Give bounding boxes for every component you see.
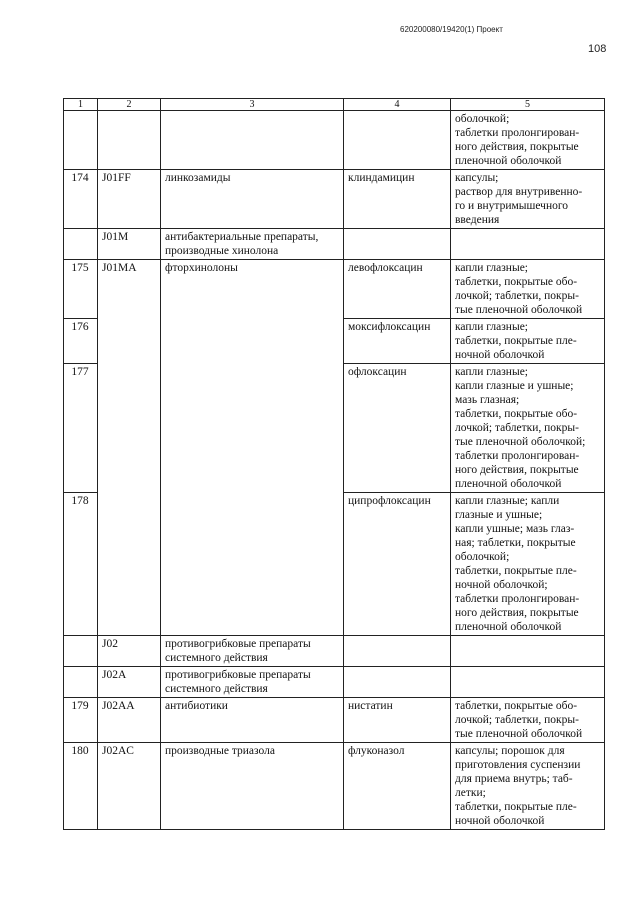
row-number-cell: 180 xyxy=(64,743,98,830)
row-number-cell: 177 xyxy=(64,364,98,493)
dosage-forms-cell xyxy=(451,364,605,493)
dosage-forms-cell xyxy=(451,698,605,743)
row-number-cell: 176 xyxy=(64,319,98,364)
row-number-cell xyxy=(64,229,98,260)
table-row xyxy=(64,667,605,698)
atc-code-cell: J01FF xyxy=(98,170,161,229)
atc-code-cell: J02A xyxy=(98,667,161,698)
group-name-cell: противогрибковые препараты системного действия xyxy=(161,667,344,698)
row-number-cell: 179 xyxy=(64,698,98,743)
dosage-form-line: таблетки, покрытые обо- xyxy=(455,276,578,288)
drug-name-cell xyxy=(344,636,451,667)
column-header: 4 xyxy=(344,99,451,111)
dosage-form-line: таблетки, покрытые пле- xyxy=(455,565,577,577)
dosage-form-line: раствор для внутривенно- xyxy=(455,186,583,198)
table-row xyxy=(64,260,605,319)
row-number-cell xyxy=(64,636,98,667)
table-row xyxy=(64,229,605,260)
dosage-forms-cell xyxy=(451,743,605,830)
dosage-forms-cell xyxy=(451,319,605,364)
dosage-form-line: тые пленочной оболочкой xyxy=(455,304,583,316)
group-name-cell xyxy=(161,493,344,636)
dosage-form-line: таблетки, покрытые пле- xyxy=(455,801,577,813)
drug-name-cell: левофлоксацин xyxy=(344,260,451,319)
row-number-cell: 178 xyxy=(64,493,98,636)
group-name-cell xyxy=(161,111,344,170)
dosage-form-line: таблетки, покрытые пле- xyxy=(455,335,577,347)
dosage-form-line: капли ушные; мазь глаз- xyxy=(455,523,575,535)
dosage-form-line: глазные и ушные; xyxy=(455,509,543,521)
column-header: 1 xyxy=(64,99,98,111)
row-number-cell xyxy=(64,667,98,698)
dosage-form-line: приготовления суспензии xyxy=(455,759,581,771)
drug-name-cell: ципрофлоксацин xyxy=(344,493,451,636)
drug-name-cell: нистатин xyxy=(344,698,451,743)
drug-name-cell: офлоксацин xyxy=(344,364,451,493)
group-name-cell: фторхинолоны xyxy=(161,260,344,319)
dosage-form-line: таблетки пролонгирован- xyxy=(455,127,580,139)
group-name-cell xyxy=(161,364,344,493)
dosage-form-line: введения xyxy=(455,214,500,226)
group-name-cell: антибактериальные препараты, производные хинолона xyxy=(161,229,344,260)
drug-name-cell: флуконазол xyxy=(344,743,451,830)
atc-code-cell xyxy=(98,319,161,364)
table-row xyxy=(64,743,605,830)
dosage-form-line: лочкой; таблетки, покры- xyxy=(455,422,579,434)
dosage-form-line: пленочной оболочкой xyxy=(455,621,562,633)
atc-code-cell: J01MA xyxy=(98,260,161,319)
dosage-form-line: таблетки, покрытые обо- xyxy=(455,408,578,420)
column-header: 5 xyxy=(451,99,605,111)
dosage-form-line: капли глазные; xyxy=(455,262,528,274)
drug-name-cell: моксифлоксацин xyxy=(344,319,451,364)
dosage-form-line: пленочной оболочкой xyxy=(455,155,562,167)
drug-name-cell xyxy=(344,229,451,260)
dosage-forms-cell xyxy=(451,229,605,260)
dosage-form-line: пленочной оболочкой xyxy=(455,478,562,490)
dosage-form-line: го и внутримышечного xyxy=(455,200,569,212)
dosage-form-line: таблетки, покрытые обо- xyxy=(455,700,578,712)
dosage-form-line: оболочкой; xyxy=(455,551,510,563)
dosage-form-line: ночной оболочкой xyxy=(455,815,545,827)
group-name-cell: производные триазола xyxy=(161,743,344,830)
dosage-form-line: ного действия, покрытые xyxy=(455,607,579,619)
page-number: 108 xyxy=(588,43,607,55)
atc-code-cell xyxy=(98,111,161,170)
drug-name-cell xyxy=(344,667,451,698)
table-row xyxy=(64,111,605,170)
drug-table xyxy=(63,98,605,830)
group-name-cell: антибиотики xyxy=(161,698,344,743)
table-row xyxy=(64,636,605,667)
dosage-form-line: тые пленочной оболочкой xyxy=(455,728,583,740)
dosage-form-line: ночной оболочкой; xyxy=(455,579,548,591)
dosage-forms-cell xyxy=(451,111,605,170)
group-name-cell: линкозамиды xyxy=(161,170,344,229)
column-header: 2 xyxy=(98,99,161,111)
dosage-form-line: капли глазные; xyxy=(455,321,528,333)
dosage-form-line: для приема внутрь; таб- xyxy=(455,773,573,785)
atc-code-cell xyxy=(98,364,161,493)
atc-code-cell: J02 xyxy=(98,636,161,667)
dosage-form-line: таблетки пролонгирован- xyxy=(455,593,580,605)
dosage-form-line: таблетки пролонгирован- xyxy=(455,450,580,462)
dosage-form-line: капли глазные; капли xyxy=(455,495,560,507)
table-row xyxy=(64,319,605,364)
group-name-cell: противогрибковые препараты системного действия xyxy=(161,636,344,667)
drug-name-cell xyxy=(344,111,451,170)
document-id: 620200080/19420(1) Проект xyxy=(400,25,503,34)
dosage-form-line: лочкой; таблетки, покры- xyxy=(455,714,579,726)
row-number-cell: 175 xyxy=(64,260,98,319)
table-row xyxy=(64,364,605,493)
atc-code-cell xyxy=(98,493,161,636)
table-row xyxy=(64,170,605,229)
dosage-forms-cell xyxy=(451,493,605,636)
group-name-cell xyxy=(161,319,344,364)
atc-code-cell: J02AA xyxy=(98,698,161,743)
drug-name-cell: клиндамицин xyxy=(344,170,451,229)
row-number-cell xyxy=(64,111,98,170)
dosage-forms-cell xyxy=(451,260,605,319)
dosage-form-line: летки; xyxy=(455,787,486,799)
column-header: 3 xyxy=(161,99,344,111)
dosage-form-line: капли глазные и ушные; xyxy=(455,380,574,392)
dosage-form-line: тые пленочной оболочкой; xyxy=(455,436,586,448)
dosage-form-line: капсулы; порошок для xyxy=(455,745,565,757)
dosage-form-line: капсулы; xyxy=(455,172,499,184)
dosage-form-line: оболочкой; xyxy=(455,113,510,125)
table-row xyxy=(64,493,605,636)
dosage-forms-cell xyxy=(451,667,605,698)
atc-code-cell: J02AC xyxy=(98,743,161,830)
dosage-forms-cell xyxy=(451,170,605,229)
table-row xyxy=(64,698,605,743)
dosage-forms-cell xyxy=(451,636,605,667)
table-header-row xyxy=(64,99,605,111)
atc-code-cell: J01M xyxy=(98,229,161,260)
dosage-form-line: лочкой; таблетки, покры- xyxy=(455,290,579,302)
dosage-form-line: ная; таблетки, покрытые xyxy=(455,537,576,549)
dosage-form-line: ного действия, покрытые xyxy=(455,464,579,476)
dosage-form-line: мазь глазная; xyxy=(455,394,520,406)
dosage-form-line: капли глазные; xyxy=(455,366,528,378)
row-number-cell: 174 xyxy=(64,170,98,229)
dosage-form-line: ного действия, покрытые xyxy=(455,141,579,153)
dosage-form-line: ночной оболочкой xyxy=(455,349,545,361)
